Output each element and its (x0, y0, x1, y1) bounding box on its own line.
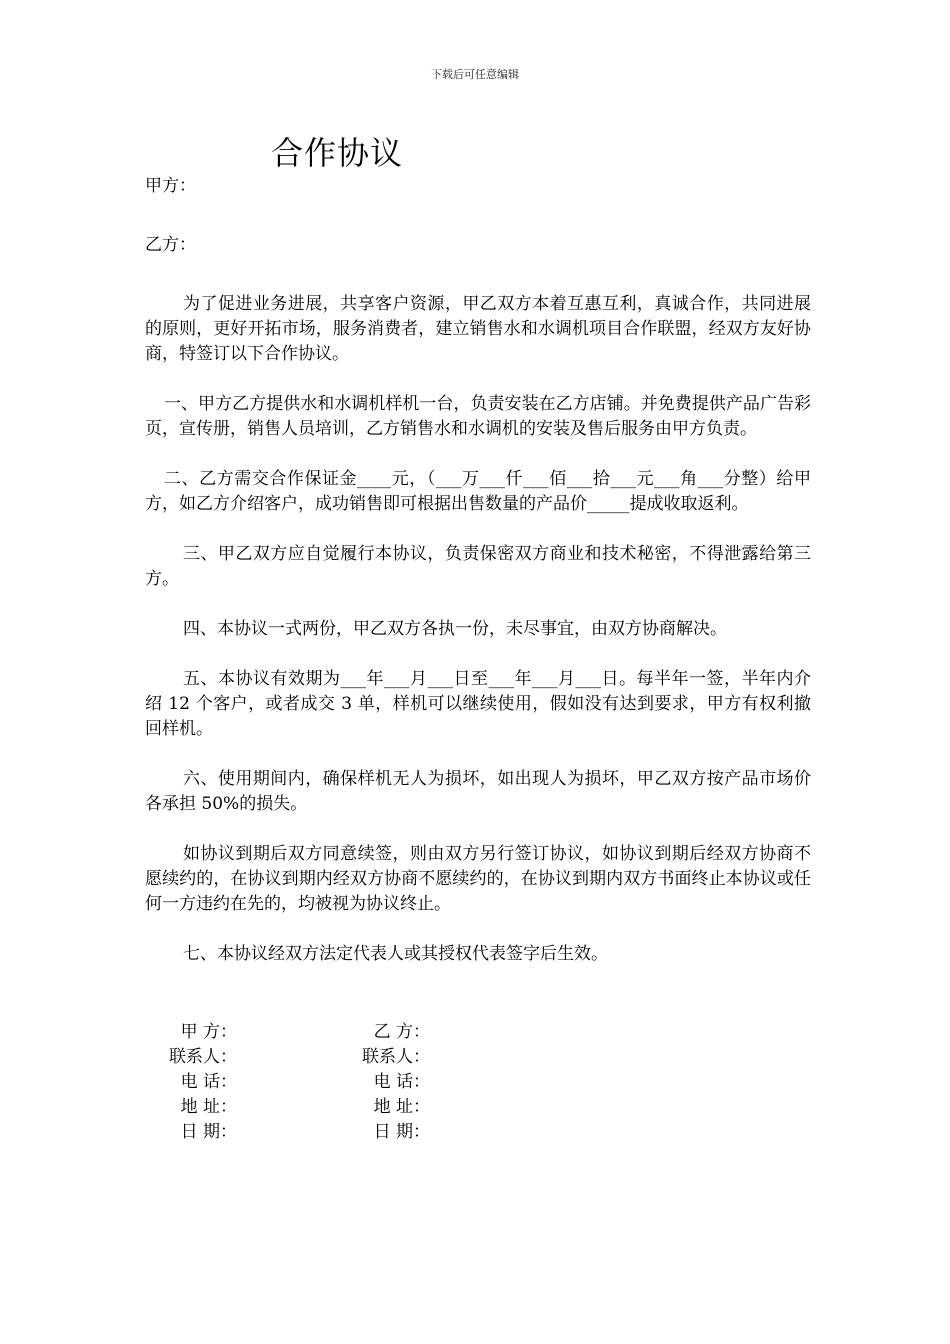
clause-6: 六、使用期间内，确保样机无人为损坏，如出现人为损坏，甲乙双方按产品市场价各承担 50%的损失。 (145, 769, 811, 814)
party-b-address-label: 地 址： (373, 1097, 430, 1117)
party-a-label: 甲方： (145, 176, 196, 196)
signature-block (0, 1020, 950, 1145)
signature-row-party (0, 1020, 950, 1045)
party-a-signature-label: 甲 方： (180, 1022, 237, 1042)
clause-5: 五、本协议有效期为___年___月___日至___年___月___日。每半年一签，半年内介绍 12 个客户，或者成交 3 单，样机可以继续使用，假如没有达到要求，甲方有权利撤回样机。 (145, 669, 811, 739)
intro-paragraph: 为了促进业务进展，共享客户资源，甲乙双方本着互惠互利，真诚合作，共同进展的原则，更好开拓市场，服务消费者，建立销售水和水调机项目合作联盟，经双方友好协商，特签订以下合作协议。 (145, 294, 811, 364)
party-b-phone-label: 电 话： (373, 1072, 430, 1092)
party-b-contact-label: 联系人： (362, 1047, 430, 1067)
signature-row-contact (0, 1045, 950, 1070)
party-a-date-label: 日 期： (180, 1122, 237, 1142)
document-body (145, 174, 811, 967)
clause-3: 三、甲乙双方应自觉履行本协议，负责保密双方商业和技术秘密，不得泄露给第三方。 (145, 544, 811, 589)
signature-row-phone (0, 1070, 950, 1095)
clause-4: 四、本协议一式两份，甲乙双方各执一份，未尽事宜，由双方协商解决。 (183, 619, 727, 639)
party-b-label: 乙方： (145, 235, 196, 255)
signature-row-address (0, 1095, 950, 1120)
clause-7: 七、本协议经双方法定代表人或其授权代表签字后生效。 (183, 944, 608, 964)
party-b-signature-label: 乙 方： (373, 1022, 430, 1042)
header-note: 下载后可任意编辑 (431, 68, 519, 81)
party-b-date-label: 日 期： (373, 1122, 430, 1142)
party-a-phone-label: 电 话： (180, 1072, 237, 1092)
document-title: 合作协议 (271, 134, 404, 172)
clause-1: 一、甲方乙方提供水和水调机样机一台，负责安装在乙方店铺。并免费提供产品广告彩页，宣传册，销售人员培训，乙方销售水和水调机的安装及售后服务由甲方负责。 (145, 394, 811, 439)
renewal-paragraph: 如协议到期后双方同意续签，则由双方另行签订协议，如协议到期后经双方协商不愿续约的，在协议到期内经双方协商不愿续约的，在协议到期内双方书面终止本协议或任何一方违约在先的，均被视为协议终止。 (145, 844, 811, 914)
party-a-address-label: 地 址： (180, 1097, 237, 1117)
party-a-contact-label: 联系人： (169, 1047, 237, 1067)
signature-row-date (0, 1120, 950, 1145)
clause-2: 二、乙方需交合作保证金____元，（___万___仟___佰___拾___元___角___分整）给甲方，如乙方介绍客户，成功销售即可根据出售数量的产品价_____提成收取返利。 (145, 469, 811, 514)
